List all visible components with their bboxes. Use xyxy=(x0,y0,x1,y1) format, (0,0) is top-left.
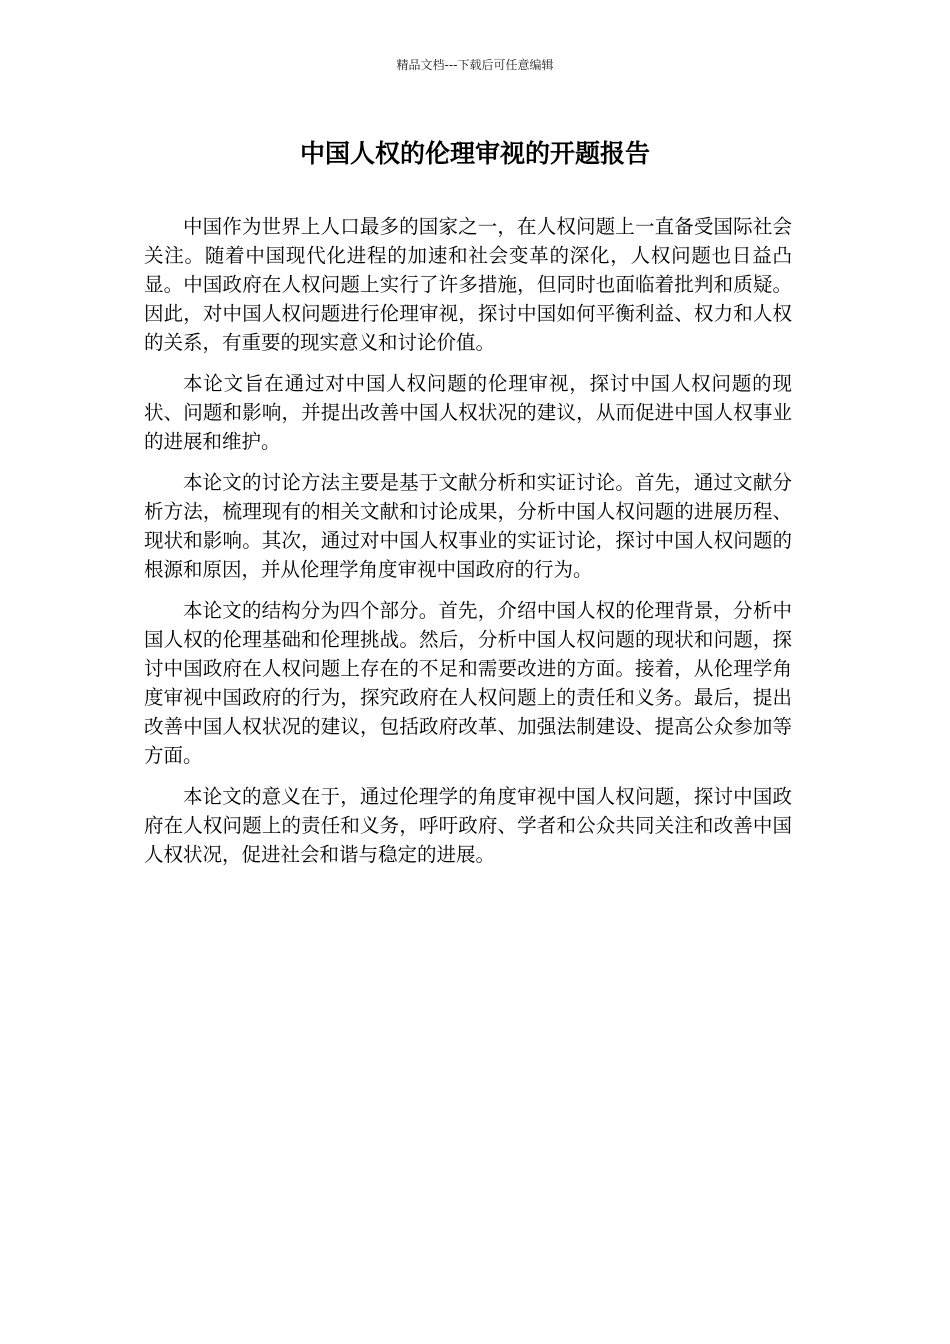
paragraph: 本论文的讨论方法主要是基于文献分析和实证讨论。首先，通过文献分析方法，梳理现有的相关文献和讨论成果，分析中国人权问题的进展历程、现状和影响。其次，通过对中国人权事业的实证讨论，探讨中国人权问题的根源和原因，并从伦理学角度审视中国政府的行为。 xyxy=(144,471,792,581)
paragraph: 本论文的意义在于，通过伦理学的角度审视中国人权问题，探讨中国政府在人权问题上的责任和义务，呼吁政府、学者和公众共同关注和改善中国人权状况，促进社会和谐与稳定的进展。 xyxy=(144,785,792,866)
document-title: 中国人权的伦理审视的开题报告 xyxy=(299,139,650,168)
header-note: 精品文档---下载后可任意编辑 xyxy=(396,58,554,72)
document-body xyxy=(144,212,792,881)
paragraph: 本论文的结构分为四个部分。首先，介绍中国人权的伦理背景，分析中国人权的伦理基础和伦理挑战。然后，分析中国人权问题的现状和问题，探讨中国政府在人权问题上存在的不足和需要改进的方面。接着，从伦理学角度审视中国政府的行为，探究政府在人权问题上的责任和义务。最后，提出改善中国人权状况的建议，包括政府改革、加强法制建设、提高公众参加等方面。 xyxy=(144,599,792,767)
paragraph: 中国作为世界上人口最多的国家之一，在人权问题上一直备受国际社会关注。随着中国现代化进程的加速和社会变革的深化，人权问题也日益凸显。中国政府在人权问题上实行了许多措施，但同时也面临着批判和质疑。因此，对中国人权问题进行伦理审视，探讨中国如何平衡利益、权力和人权的关系，有重要的现实意义和讨论价值。 xyxy=(144,215,792,354)
paragraph: 本论文旨在通过对中国人权问题的伦理审视，探讨中国人权问题的现状、问题和影响，并提出改善中国人权状况的建议，从而促进中国人权事业的进展和维护。 xyxy=(144,372,792,453)
